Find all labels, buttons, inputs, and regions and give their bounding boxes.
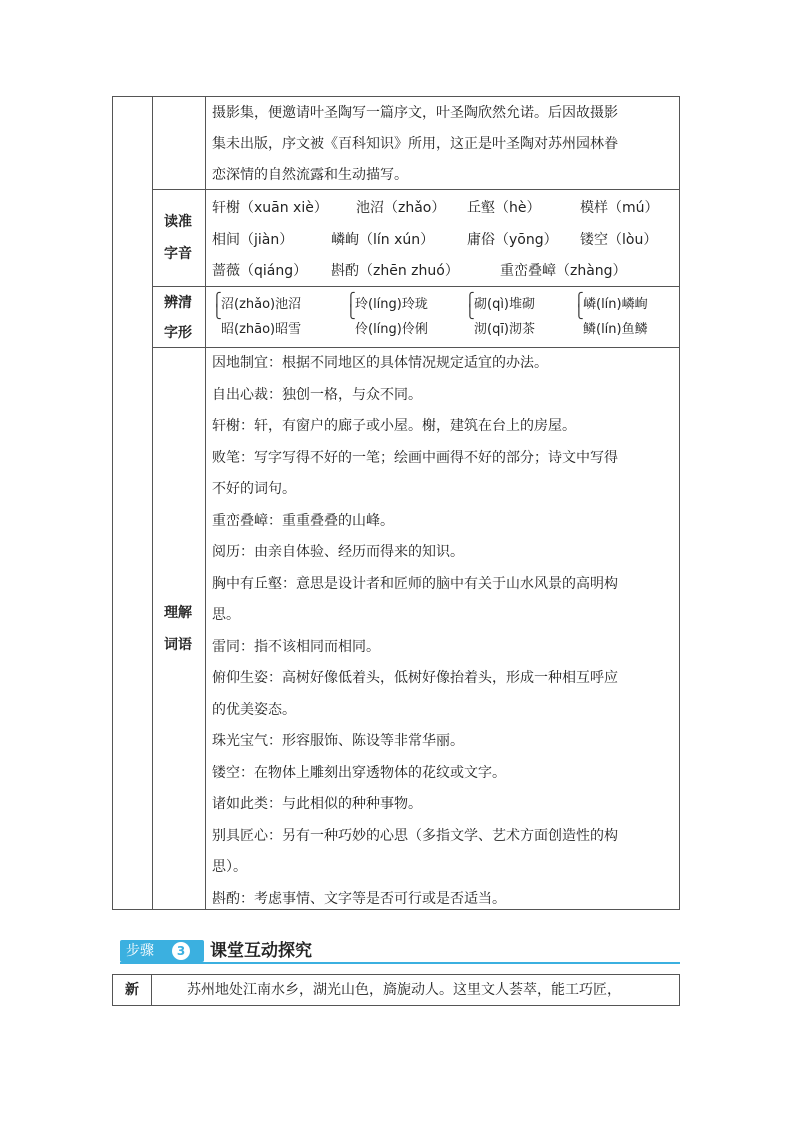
- pinyin-item: 嶙峋（lín xún）: [331, 232, 435, 248]
- pinyin-item: 相间（jiàn）: [212, 232, 294, 248]
- step-badge: [120, 940, 204, 962]
- vocab-line: 阅历：由亲自体验、经历而得来的知识。: [212, 544, 464, 560]
- row-divider-2: [152, 286, 680, 287]
- vocab-label-2: 词语: [164, 637, 192, 653]
- pronunciation-label-1: 读准: [164, 214, 192, 230]
- vocab-line: 珠光宝气：形容服饰、陈设等非常华丽。: [212, 733, 464, 749]
- vocab-line: 斟酌：考虑事情、文字等是否可行或是否适当。: [212, 890, 506, 907]
- vocab-line: 俯仰生姿：高树好像低着头，低树好像抬着头，形成一种相互呼应: [212, 670, 618, 686]
- lesson-text: 苏州地处江南水乡，湖光山色，旖旎动人。这里文人荟萃，能工巧匠，: [187, 982, 621, 998]
- intro-line-2: 集未出版，序文被《百科知识》所用，这正是叶圣陶对苏州园林眷: [212, 136, 618, 152]
- glyph-label-1: 辨清: [164, 295, 192, 311]
- vocab-line: 的优美姿态。: [212, 701, 296, 718]
- glyph-pair: 鳞(lín)鱼鳞: [583, 322, 648, 337]
- brace-icon: ⎧ ⎩: [212, 293, 222, 320]
- pinyin-item: 池沼（zhǎo）: [356, 200, 446, 216]
- vocab-line: 镂空：在物体上雕刻出穿透物体的花纹或文字。: [212, 764, 506, 781]
- pinyin-item: 斟酌（zhēn zhuó）: [331, 263, 459, 279]
- vocab-line: 败笔：写字写得不好的一笔；绘画中画得不好的部分；诗文中写得: [212, 449, 618, 466]
- vocab-line: 重峦叠嶂：重重叠叠的山峰。: [212, 512, 394, 529]
- vocab-definitions: [212, 348, 678, 915]
- brace-icon: ⎧ ⎩: [574, 293, 584, 320]
- step-number-icon: 3: [172, 942, 190, 960]
- step-divider: [120, 962, 680, 964]
- vocab-line: 别具匠心：另有一种巧妙的心思（多指文学、艺术方面创造性的构: [212, 827, 618, 844]
- column-divider-2: [205, 96, 206, 910]
- pinyin-item: 模样（mú）: [580, 200, 659, 216]
- glyph-label-2: 字形: [164, 325, 192, 341]
- intro-line-1: 摄影集，便邀请叶圣陶写一篇序文，叶圣陶欣然允诺。后因故摄影: [212, 105, 618, 121]
- pinyin-item: 蔷薇（qiáng）: [212, 263, 308, 279]
- step-badge-label: 步骤: [126, 943, 154, 959]
- pinyin-item: 庸俗（yōng）: [467, 232, 558, 248]
- vocab-line: 思。: [212, 607, 240, 623]
- vocab-label-1: 理解: [164, 605, 192, 621]
- glyph-pair: 玲(líng)玲珑: [355, 297, 428, 312]
- pinyin-item: 镂空（lòu）: [580, 232, 658, 248]
- glyph-pair: 沼(zhǎo)池沼: [221, 297, 302, 312]
- intro-line-3: 恋深情的自然流露和生动描写。: [212, 167, 408, 183]
- pronunciation-label-2: 字音: [164, 246, 192, 262]
- glyph-pair: 昭(zhāo)昭雪: [221, 322, 302, 337]
- brace-icon: ⎧ ⎩: [346, 293, 356, 320]
- vocab-line: 自出心裁：独创一格，与众不同。: [212, 386, 422, 403]
- vocab-line: 不好的词句。: [212, 481, 296, 497]
- glyph-pair: 沏(qī)沏茶: [474, 322, 536, 337]
- vocab-line: 思）。: [212, 859, 247, 875]
- pinyin-item: 重峦叠嶂（zhàng）: [500, 263, 627, 279]
- pinyin-item: 丘壑（hè）: [467, 200, 541, 216]
- pinyin-item: 轩榭（xuān xiè）: [212, 200, 328, 216]
- vocab-line: 雷同：指不该相同而相同。: [212, 638, 380, 655]
- lesson-table: [112, 974, 680, 1006]
- vocab-line: 轩榭：轩，有窗户的廊子或小屋。榭，建筑在台上的房屋。: [212, 418, 576, 434]
- vocab-line: 诸如此类：与此相似的种种事物。: [212, 796, 422, 812]
- vocab-line: 因地制宜：根据不同地区的具体情况规定适宜的办法。: [212, 355, 548, 371]
- glyph-pair: 嶙(lín)嶙峋: [583, 297, 648, 312]
- brace-icon: ⎧ ⎩: [465, 293, 475, 320]
- lesson-label: 新: [125, 982, 139, 998]
- vocab-line: 胸中有丘壑：意思是设计者和匠师的脑中有关于山水风景的高明构: [212, 575, 618, 592]
- glyph-pair: 砌(qì)堆砌: [474, 297, 536, 312]
- glyph-pair: 伶(líng)伶俐: [355, 322, 428, 337]
- step-title: 课堂互动探究: [210, 941, 312, 961]
- lesson-column-divider: [151, 975, 152, 1005]
